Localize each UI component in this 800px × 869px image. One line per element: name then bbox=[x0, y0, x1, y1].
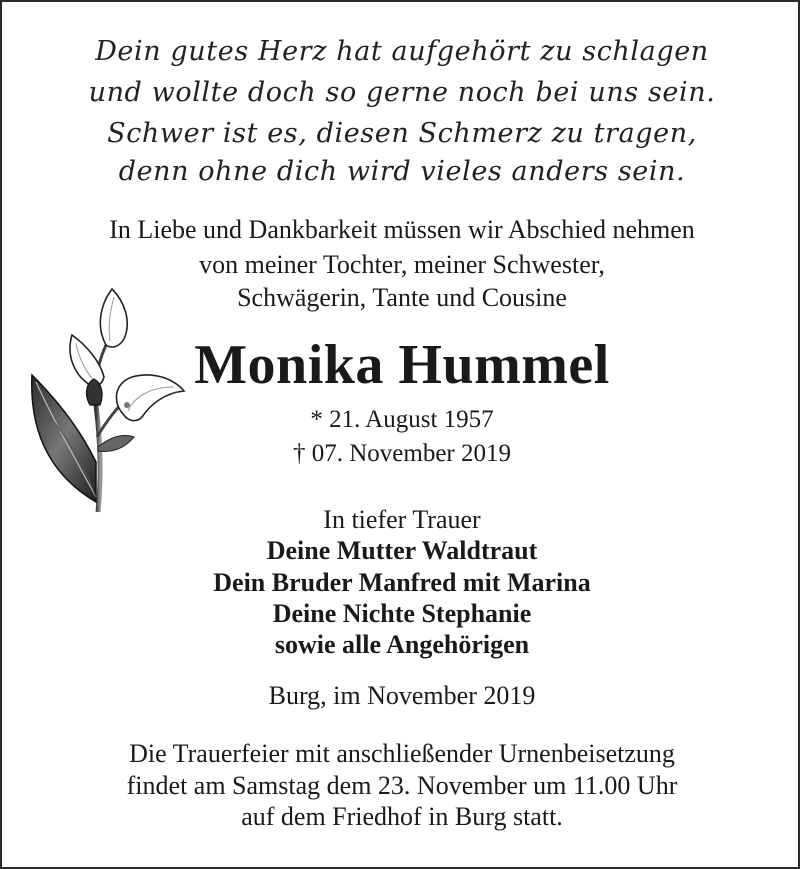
mourners-heading: In tiefer Trauer bbox=[323, 505, 481, 534]
poem-line-4: denn ohne dich wird vieles anders sein. bbox=[118, 156, 686, 187]
intro-line-1: In Liebe und Dankbarkeit müssen wir Abschied nehmen bbox=[109, 215, 695, 244]
poem-line-1: Dein gutes Herz hat aufgehört zu schlagen bbox=[95, 36, 709, 67]
poem-line-2: und wollte doch so gerne noch bei uns sein. bbox=[88, 77, 716, 108]
ceremony-line-3: auf dem Friedhof in Burg statt. bbox=[241, 802, 563, 831]
ceremony-line-1: Die Trauerfeier mit anschließender Urnenbeisetzung bbox=[129, 739, 675, 768]
poem-line-3: Schwer ist es, diesen Schmerz zu tragen, bbox=[107, 118, 697, 149]
ceremony-line-2: findet am Samstag dem 23. November um 11.00 Uhr bbox=[126, 771, 678, 800]
mourner-line: Dein Bruder Manfred mit Marina bbox=[213, 568, 591, 597]
calla-lily-illustration bbox=[24, 287, 194, 517]
birth-date: * 21. August 1957 bbox=[310, 406, 494, 433]
mourner-line: Deine Mutter Waldtraut bbox=[266, 536, 538, 565]
intro-line-3: Schwägerin, Tante und Cousine bbox=[237, 283, 567, 312]
death-date: † 07. November 2019 bbox=[292, 440, 512, 467]
mourner-line: Deine Nichte Stephanie bbox=[272, 599, 532, 628]
intro-line-2: von meiner Tochter, meiner Schwester, bbox=[199, 250, 605, 279]
place-date: Burg, im November 2019 bbox=[268, 681, 536, 710]
mourner-line: sowie alle Angehörigen bbox=[274, 630, 530, 659]
deceased-name: Monika Hummel bbox=[194, 334, 610, 396]
